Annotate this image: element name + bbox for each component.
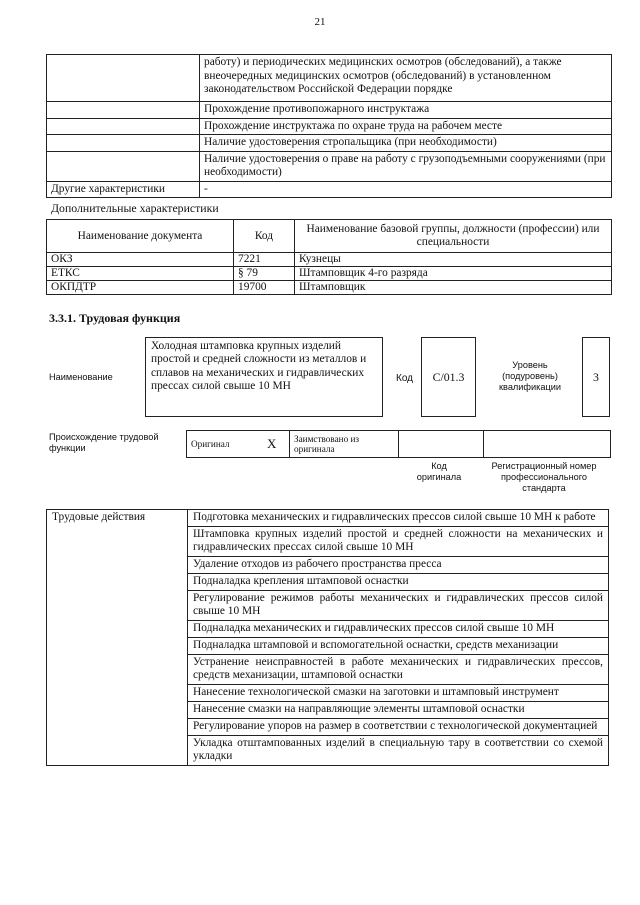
action-item: Устранение неисправностей в работе механических и гидравлических прессов, средств механизации, штамповой оснастки — [188, 655, 609, 685]
action-item: Подналадка механических и гидравлических прессов силой свыше 10 МН — [188, 621, 609, 638]
row-label — [47, 102, 200, 119]
table-row — [47, 267, 612, 281]
function-code: C/01.3 — [421, 337, 476, 417]
cell-group: Штамповщик 4-го разряда — [295, 267, 612, 281]
additional-table — [46, 219, 612, 295]
row-value: Наличие удостоверения о праве на работу с грузоподъемными сооружениями (при необходимости) — [200, 151, 612, 181]
origin-code-cell — [399, 431, 484, 458]
row-value: Прохождение противопожарного инструктажа — [200, 102, 612, 119]
page-number: 21 — [314, 16, 326, 28]
cell-doc: ОКЗ — [47, 253, 234, 267]
origin-label: Происхождение трудовой функции — [49, 432, 159, 453]
table-row — [47, 55, 612, 102]
action-item: Укладка отштампованных изделий в специальную тару в соответствии со схемой укладки — [188, 736, 609, 766]
action-item: Нанесение смазки на направляющие элементы штамповой оснастки — [188, 702, 609, 719]
code-caption: Код оригинала — [416, 461, 462, 482]
actions-label: Трудовые действия — [47, 510, 188, 766]
table-row — [47, 135, 612, 152]
row-label — [47, 151, 200, 181]
action-item: Подготовка механических и гидравлических прессов силой свыше 10 МН к работе — [188, 510, 609, 527]
action-item: Регулирование упоров на размер в соответствии с технологической документацией — [188, 719, 609, 736]
cell-code: 19700 — [234, 281, 295, 295]
original-mark: X — [263, 431, 290, 458]
cell-doc: ЕТКС — [47, 267, 234, 281]
table-row — [47, 281, 612, 295]
row-value: Наличие удостоверения стропальщика (при необходимости) — [200, 135, 612, 152]
actions-table — [46, 509, 609, 766]
row-label — [47, 118, 200, 135]
table-row — [47, 181, 612, 198]
table-row — [47, 253, 612, 267]
row-value: Прохождение инструктажа по охране труда на рабочем месте — [200, 118, 612, 135]
action-item: Удаление отходов из рабочего пространства пресса — [188, 557, 609, 574]
additional-title: Дополнительные характеристики — [51, 201, 219, 215]
cell-group: Кузнецы — [295, 253, 612, 267]
header-code: Код — [234, 220, 295, 253]
reg-caption: Регистрационный номер профессионального стандарта — [491, 461, 597, 493]
header-doc: Наименование документа — [47, 220, 234, 253]
row-label: Другие характеристики — [47, 181, 200, 198]
table-row — [47, 510, 609, 527]
table-row — [187, 431, 611, 458]
action-item: Регулирование режимов работы механических и гидравлических прессов силой свыше 10 МН — [188, 591, 609, 621]
origin-table — [186, 430, 611, 458]
cell-code: 7221 — [234, 253, 295, 267]
name-label: Наименование — [49, 372, 113, 382]
action-item: Подналадка штамповой и вспомогательной оснастки, средств механизации — [188, 638, 609, 655]
requirements-table — [46, 54, 612, 198]
row-label — [47, 55, 200, 102]
cell-group: Штамповщик — [295, 281, 612, 295]
action-item: Нанесение технологической смазки на заготовки и штамповый инструмент — [188, 685, 609, 702]
cell-doc: ОКПДТР — [47, 281, 234, 295]
section-title: 3.3.1. Трудовая функция — [49, 311, 181, 325]
function-name: Холодная штамповка крупных изделий простой и средней сложности из металлов и сплавов на механических и гидравлических прессах силой свыше 10 МН — [145, 337, 383, 417]
borrowed-label: Заимствовано из оригинала — [290, 431, 399, 458]
row-value: - — [200, 181, 612, 198]
code-label: Код — [396, 373, 414, 384]
header-row — [47, 220, 612, 253]
row-label — [47, 135, 200, 152]
cell-code: § 79 — [234, 267, 295, 281]
header-group: Наименование базовой группы, должности (профессии) или специальности — [295, 220, 612, 253]
level-label: Уровень (подуровень) квалификации — [499, 360, 561, 392]
action-item: Штамповка крупных изделий простой и средней сложности на механических и гидравлических прессах силой свыше 10 МН — [188, 527, 609, 557]
table-row — [47, 118, 612, 135]
action-item: Подналадка крепления штамповой оснастки — [188, 574, 609, 591]
row-value: работу) и периодических медицинских осмотров (обследований), а также внеочередных медицинских осмотров (обследований) в установленном законодательством Российской Федерации порядке — [200, 55, 612, 102]
original-label: Оригинал — [187, 431, 264, 458]
table-row — [47, 151, 612, 181]
level-value: 3 — [582, 337, 610, 417]
table-row — [47, 102, 612, 119]
origin-reg-cell — [484, 431, 611, 458]
